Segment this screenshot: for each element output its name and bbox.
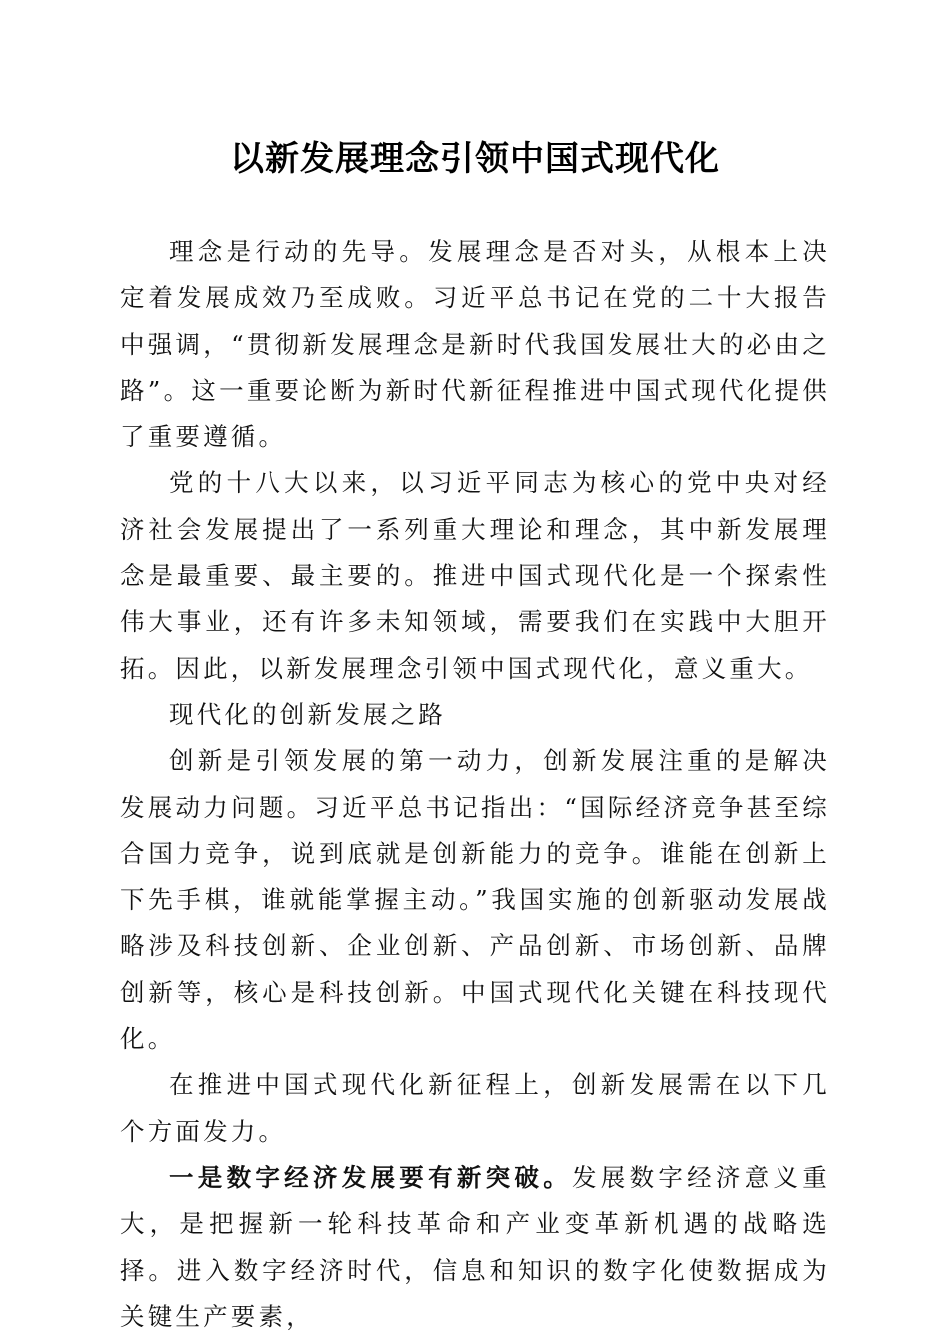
paragraph-digital-economy-text: 发展数字经济意义重大，是把握新一轮科技革命和产业变革新机遇的战略选择。进入数字经济时代，信息和知识的数字化使数据成为关键生产要素， [120,1162,830,1331]
paragraph-background: 党的十八大以来，以习近平同志为核心的党中央对经济社会发展提出了一系列重大理论和理念，其中新发展理念是最重要、最主要的。推进中国式现代化是一个探索性伟大事业，还有许多未知领域，需要我们在实践中大胆开拓。因此，以新发展理念引领中国式现代化，意义重大。 [120,468,830,683]
paragraph-innovation: 创新是引领发展的第一动力，创新发展注重的是解决发展动力问题。习近平总书记指出：“国际经济竞争甚至综合国力竞争，说到底就是创新能力的竞争。谁能在创新上下先手棋，谁就能掌握主动。”我国实施的创新驱动发展战略涉及科技创新、企业创新、产品创新、市场创新、品牌创新等，核心是科技创新。中国式现代化关键在科技现代化。 [120,746,830,1054]
paragraph-lead-phrase: 一是数字经济发展要有新突破。 [169,1162,572,1192]
paragraph-digital-economy [120,1155,830,1340]
paragraph-aspects: 在推进中国式现代化新征程上，创新发展需在以下几个方面发力。 [120,1070,830,1146]
document-title: 以新发展理念引领中国式现代化 [230,139,720,179]
document-body [120,229,830,1340]
paragraph-intro: 理念是行动的先导。发展理念是否对头，从根本上决定着发展成效乃至成败。习近平总书记在党的二十大报告中强调，“贯彻新发展理念是新时代我国发展壮大的必由之路”。这一重要论断为新时代新征程推进中国式现代化提供了重要遵循。 [120,237,830,452]
section-heading-innovation: 现代化的创新发展之路 [169,699,446,729]
